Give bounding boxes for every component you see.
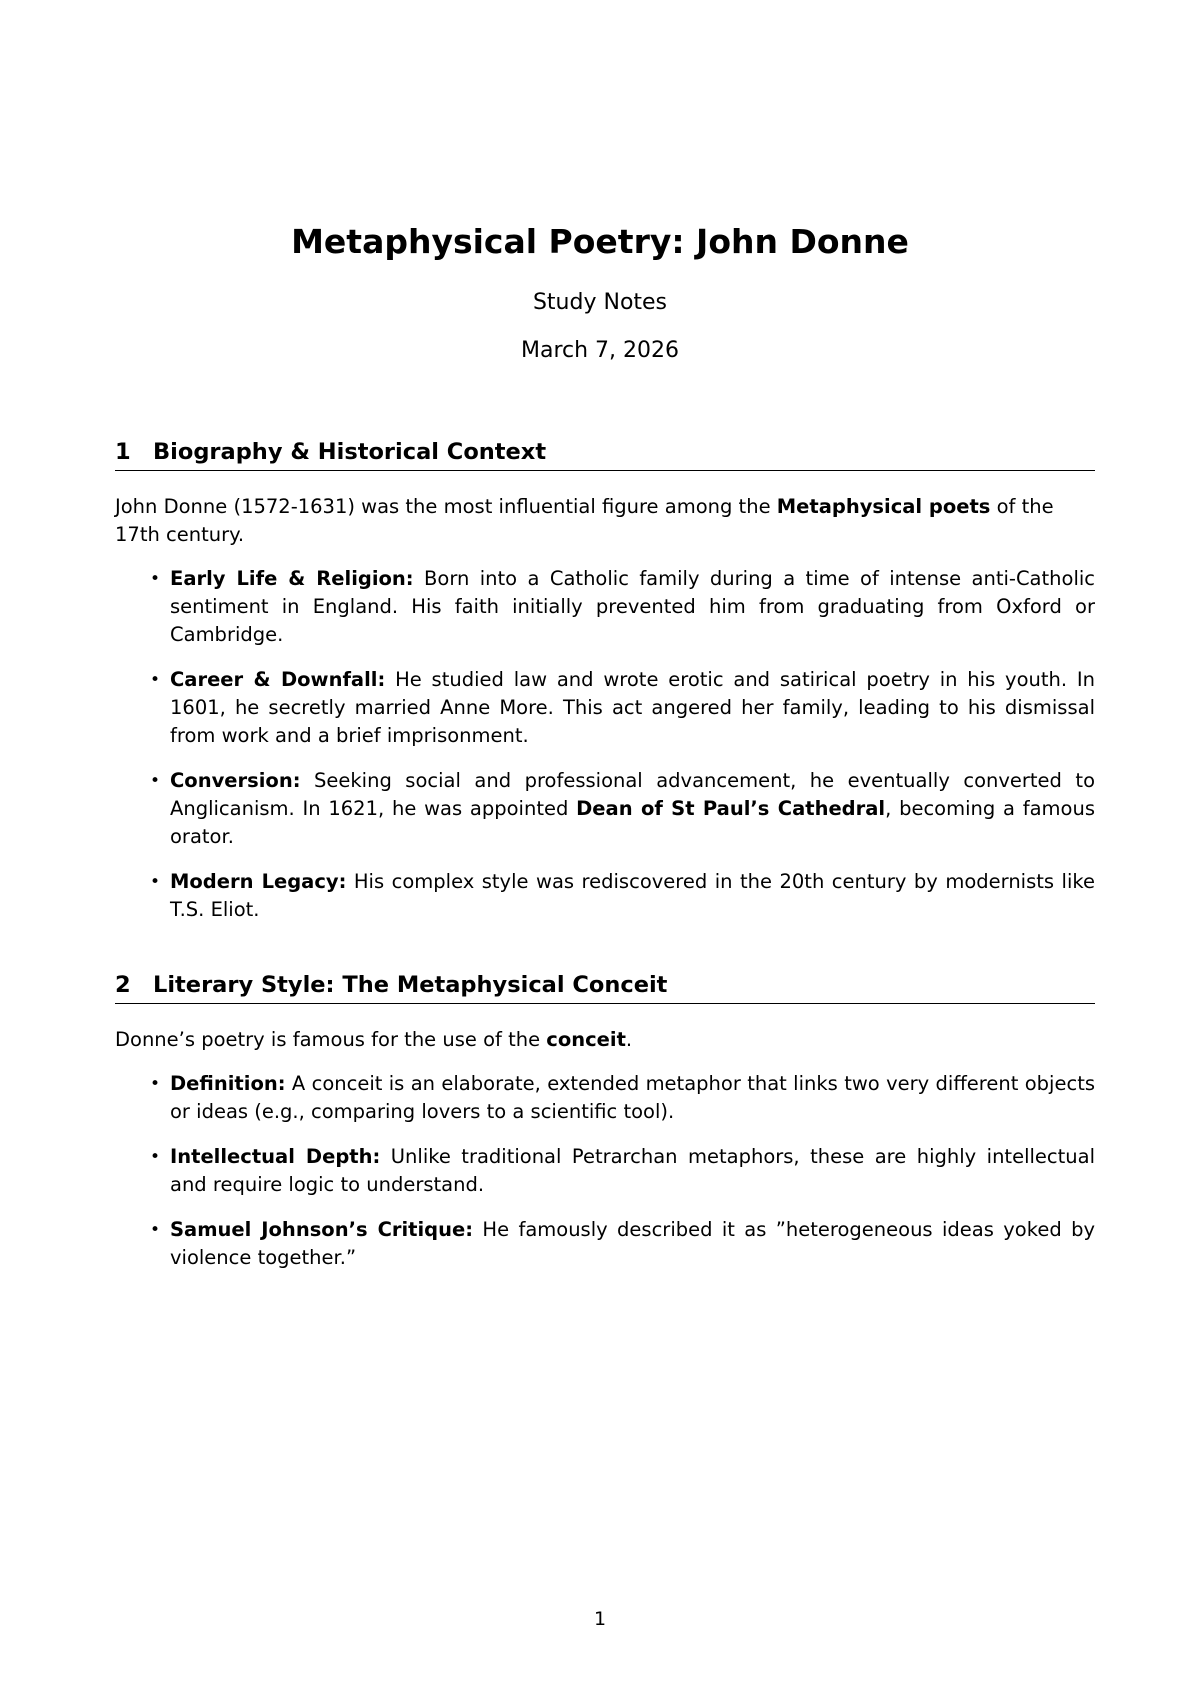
document-subtitle: Study Notes [532, 290, 668, 315]
bullet-icon: • [150, 569, 161, 589]
item-text: A conceit is an elaborate, extended metaphor that links two very different objects or ideas (e.g., comparing lovers to a scientific tool). [170, 1072, 1095, 1123]
intro-text: John Donne (1572-1631) was the most influential figure among the [115, 495, 777, 518]
intro-text-end: of the 17th century. [115, 495, 1054, 546]
item-emphasis: Dean of St Paul’s Cathedral [576, 797, 886, 820]
bullet-icon: • [150, 1220, 161, 1240]
section-biography [115, 436, 1095, 941]
item-text-end: , becoming a famous orator. [170, 797, 1095, 848]
section-number: 2 [115, 972, 131, 998]
section-number: 1 [115, 439, 131, 465]
section-title: Literary Style: The Metaphysical Conceit [153, 972, 668, 998]
item-text: He famously described it as ”heterogeneous ideas yoked by violence together.” [170, 1218, 1095, 1269]
document-title: Metaphysical Poetry: John Donne [291, 222, 909, 261]
item-term: Early Life & Religion: [170, 567, 414, 590]
item-text: Unlike traditional Petrarchan metaphors, these are highly intellectual and require logic to understand. [170, 1145, 1095, 1196]
list-item [150, 1143, 1095, 1199]
bullet-icon: • [150, 1074, 161, 1094]
item-text: His complex style was rediscovered in the 20th century by modernists like T.S. Eliot. [170, 870, 1095, 921]
list-item [150, 565, 1096, 649]
item-term: Definition: [170, 1072, 286, 1095]
section-title: Biography & Historical Context [153, 439, 547, 465]
section-heading [115, 436, 1095, 471]
title-block [0, 218, 1200, 366]
item-term: Samuel Johnson’s Critique: [170, 1218, 474, 1241]
bullet-icon: • [150, 771, 161, 791]
item-term: Modern Legacy: [170, 870, 347, 893]
intro-text: Donne’s poetry is famous for the use of the [115, 1028, 547, 1051]
bullet-list [115, 1070, 1095, 1272]
item-text: Seeking social and professional advancement, he eventually converted to Anglicanism. In 1621, he was appointed [170, 769, 1095, 820]
intro-emphasis: Metaphysical poets [776, 495, 991, 518]
page-number: 1 [593, 1608, 607, 1630]
list-item [150, 1070, 1095, 1126]
intro-emphasis: conceit [546, 1028, 626, 1051]
bullet-list [115, 565, 1095, 924]
item-term: Career & Downfall: [170, 668, 386, 691]
section-heading [115, 969, 1095, 1004]
list-item [150, 868, 1095, 924]
intro-text-end: . [625, 1028, 633, 1051]
list-item [150, 666, 1096, 750]
bullet-icon: • [150, 1147, 161, 1167]
document-date: March 7, 2026 [520, 338, 680, 363]
bullet-icon: • [150, 872, 161, 892]
item-term: Conversion: [170, 769, 301, 792]
section-literary-style [115, 969, 1095, 1289]
section-intro [115, 493, 1095, 549]
list-item [150, 1216, 1095, 1272]
item-text: He studied law and wrote erotic and satirical poetry in his youth. In 1601, he secretly married Anne More. This act angered her family, leading to his dismissal from work and a brief imprisonment. [170, 668, 1096, 747]
list-item [150, 767, 1095, 851]
bullet-icon: • [150, 670, 161, 690]
item-text: Born into a Catholic family during a time of intense anti-Catholic sentiment in England. His faith initially prevented him from graduating from Oxford or Cambridge. [170, 567, 1096, 646]
section-intro [115, 1026, 1095, 1054]
item-term: Intellectual Depth: [170, 1145, 381, 1168]
